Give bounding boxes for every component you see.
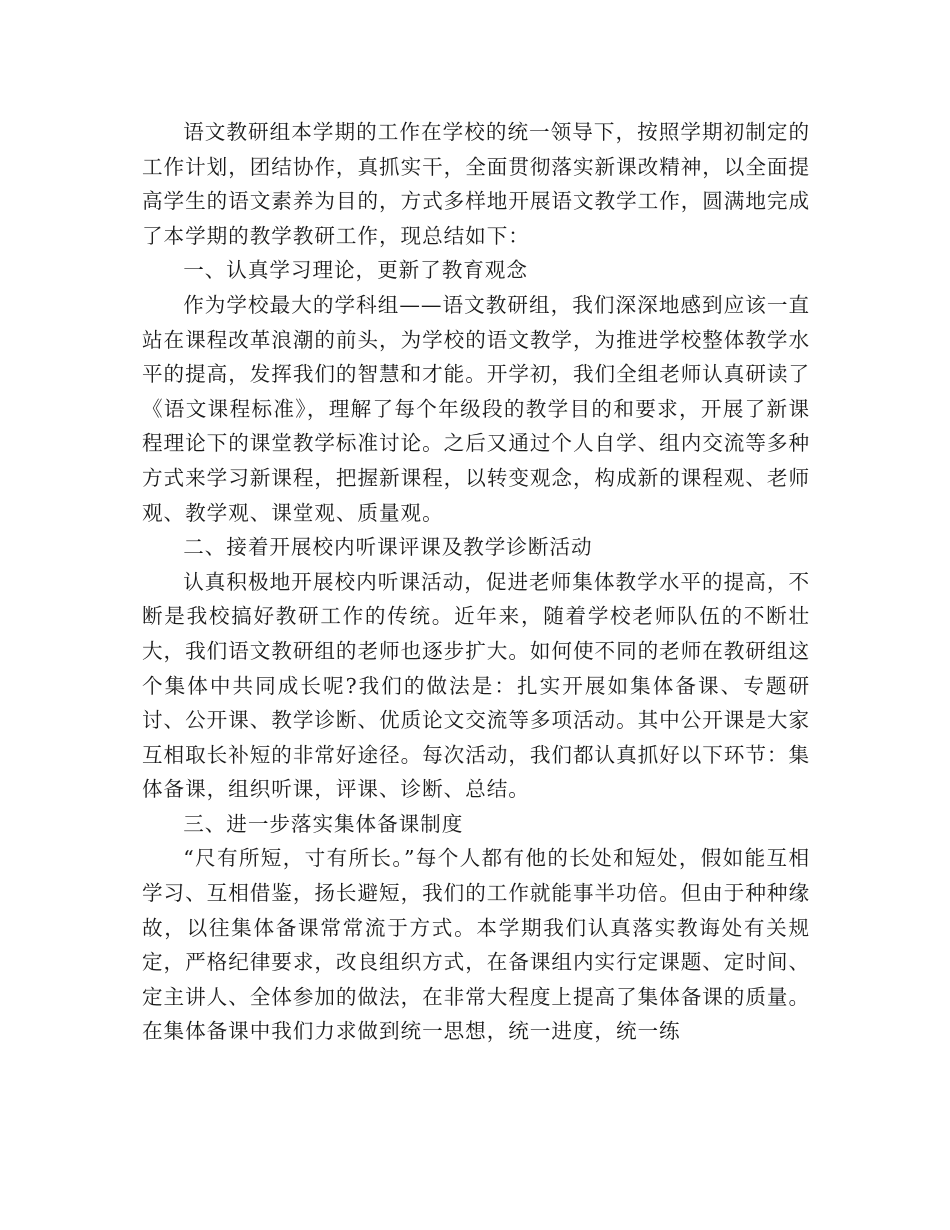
document-body (142, 115, 810, 1049)
section-heading-1: 一、认真学习理论，更新了教育观念 (183, 258, 528, 283)
intro-paragraph: 语文教研组本学期的工作在学校的统一领导下，按照学期初制定的工作计划，团结协作，真抓实干，全面贯彻落实新课改精神，以全面提高学生的语文素养为目的，方式多样地开展语文教学工作，圆满地完成了本学期的教学教研工作，现总结如下： (142, 120, 810, 248)
section-1-paragraph: 作为学校最大的学科组——语文教研组，我们深深地感到应该一直站在课程改革浪潮的前头，为学校的语文教学，为推进学校整体教学水平的提高，发挥我们的智慧和才能。开学初，我们全组老师认真研读了《语文课程标准》，理解了每个年级段的教学目的和要求，开展了新课程理论下的课堂教学标准讨论。之后又通过个人自学、组内交流等多种方式来学习新课程，把握新课程，以转变观念，构成新的课程观、老师观、教学观、课堂观、质量观。 (142, 292, 810, 525)
section-3-paragraph: “尺有所短，寸有所长。”每个人都有他的长处和短处，假如能互相学习、互相借鉴，扬长避短，我们的工作就能事半功倍。但由于种种缘故，以往集体备课常常流于方式。本学期我们认真落实教诲处有关规定，严格纪律要求，改良组织方式，在备课组内实行定课题、定时间、定主讲人、全体参加的做法，在非常大程度上提高了集体备课的质量。在集体备课中我们力求做到统一思想，统一进度，统一练 (142, 846, 810, 1044)
section-heading-3: 三、进一步落实集体备课制度 (183, 811, 464, 836)
section-heading-2: 二、接着开展校内听课评课及教学诊断活动 (183, 535, 593, 560)
section-2-paragraph: 认真积极地开展校内听课活动，促进老师集体教学水平的提高，不断是我校搞好教研工作的传统。近年来，随着学校老师队伍的不断壮大，我们语文教研组的老师也逐步扩大。如何使不同的老师在教研组这个集体中共同成长呢?我们的做法是：扎实开展如集体备课、专题研讨、公开课、教学诊断、优质论文交流等多项活动。其中公开课是大家互相取长补短的非常好途径。每次活动，我们都认真抓好以下环节：集体备课，组织听课，评课、诊断、总结。 (142, 569, 810, 802)
